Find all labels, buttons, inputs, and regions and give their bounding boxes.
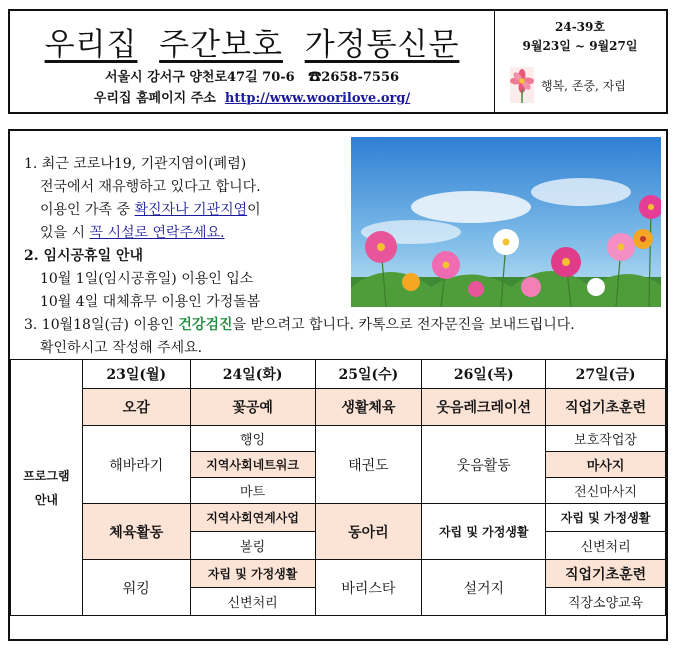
notice-2-line-2: 10월 4일 대체휴무 이용인 가정돌봄 xyxy=(40,294,261,310)
newsletter-header xyxy=(8,9,668,114)
program-fri-2a: 보호작업장 xyxy=(546,426,666,452)
program-tue-3b: 볼링 xyxy=(190,532,315,560)
newsletter-title: 우리집 주간보호 가정통신문 xyxy=(44,27,460,63)
program-tue-2c: 마트 xyxy=(190,478,315,504)
notice-3-line-2: 확인하시고 작성해 주세요. xyxy=(40,340,203,356)
day-header-wed: 25일(수) xyxy=(315,360,422,389)
notice-1-line-1: 1. 최근 코로나19, 기관지염이(폐렴) xyxy=(24,156,247,172)
notice-2-title: 2. 임시공휴일 안내 xyxy=(24,248,144,264)
program-thu-4: 설거지 xyxy=(422,560,546,616)
notice-2-line-1: 10월 1일(임시공휴일) 이용인 입소 xyxy=(40,271,254,287)
center-motto: 행복, 존중, 자립 xyxy=(541,79,626,93)
contact-highlight: 꼭 시설로 연락주세요. xyxy=(89,225,225,241)
program-fri-4a: 직업기초훈련 xyxy=(546,560,666,588)
program-tue-1: 꽃공예 xyxy=(190,389,315,426)
address-text: 서울시 강서구 양천로47길 70-6 xyxy=(104,70,295,85)
program-mon-1: 오감 xyxy=(82,389,190,426)
program-mon-2: 해바라기 xyxy=(82,426,190,504)
program-thu-1: 웃음레크레이션 xyxy=(422,389,546,426)
program-thu-2: 웃음활동 xyxy=(422,426,546,504)
day-header-tue: 24일(화) xyxy=(190,360,315,389)
program-schedule-table xyxy=(10,359,666,616)
phone-number: ☎2658-7556 xyxy=(308,70,400,85)
notice-1-line-3: 이용인 가족 중 확진자나 기관지염이 xyxy=(40,202,261,218)
infected-highlight: 확진자나 기관지염 xyxy=(134,202,248,218)
week-dates: 9월23일 ~ 9월27일 xyxy=(522,39,638,53)
program-fri-2c: 전신마사지 xyxy=(546,478,666,504)
program-fri-3b: 신변처리 xyxy=(546,532,666,560)
health-check-highlight: 건강검진 xyxy=(178,317,233,333)
flower-icon xyxy=(510,67,534,103)
day-header-fri: 27일(금) xyxy=(546,360,666,389)
program-fri-4b: 직장소양교육 xyxy=(546,588,666,616)
program-thu-3: 자립 및 가정생활 xyxy=(422,504,546,560)
day-header-mon: 23일(월) xyxy=(82,360,190,389)
day-header-thu: 26일(목) xyxy=(422,360,546,389)
program-mon-3: 체육활동 xyxy=(82,504,190,560)
program-wed-2: 태권도 xyxy=(315,426,422,504)
program-wed-4: 바리스타 xyxy=(315,560,422,616)
program-fri-2b: 마사지 xyxy=(546,452,666,478)
program-tue-4b: 신변처리 xyxy=(190,588,315,616)
program-mon-4: 워킹 xyxy=(82,560,190,616)
program-fri-3a: 자립 및 가정생활 xyxy=(546,504,666,532)
program-tue-2b: 지역사회네트워크 xyxy=(190,452,315,478)
address-line xyxy=(10,66,494,85)
homepage-line xyxy=(10,87,494,106)
program-side-label: 프로그램 안내 xyxy=(11,360,83,616)
program-fri-1: 직업기초훈련 xyxy=(546,389,666,426)
program-tue-2a: 행잉 xyxy=(190,426,315,452)
program-tue-4a: 자립 및 가정생활 xyxy=(190,560,315,588)
cosmos-flowers-photo xyxy=(351,137,661,307)
issue-number: 24-39호 xyxy=(555,20,605,34)
notice-3-line-1: 3. 10월18일(금) 이용인 건강검진을 받으려고 합니다. 카톡으로 전자문진을 보내드립니다. xyxy=(24,317,575,333)
program-wed-1: 생활체육 xyxy=(315,389,422,426)
program-tue-3a: 지역사회연계사업 xyxy=(190,504,315,532)
notice-1-line-2: 전국에서 재유행하고 있다고 합니다. xyxy=(40,179,261,195)
notice-1-line-4: 있을 시 꼭 시설로 연락주세요. xyxy=(40,225,225,241)
program-wed-3: 동아리 xyxy=(315,504,422,560)
newsletter-body xyxy=(8,129,668,641)
homepage-link[interactable]: http://www.woorilove.org/ xyxy=(224,91,411,106)
homepage-label: 우리집 홈페이지 주소 xyxy=(93,91,216,106)
